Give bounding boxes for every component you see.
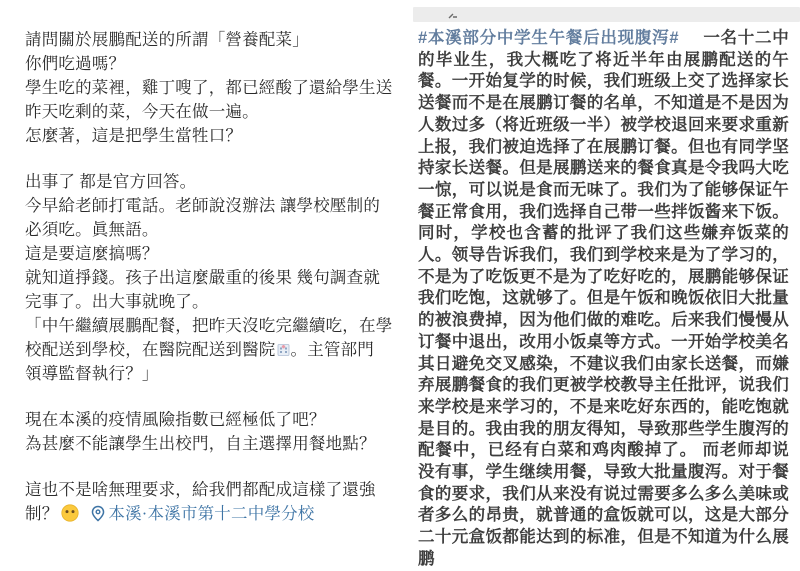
text-line: 昨天吃剩的菜，今天在做一遍。 [25,102,259,121]
text-line: 學生吃的菜裡，雞丁嗖了，都已經酸了還給學生送 [25,78,393,97]
left-paragraph-1 [25,28,403,148]
text-segment: 校配送到學校，在醫院配送到醫院 [25,340,276,359]
right-post-panel [418,28,789,571]
text-segment: 。主管部門 [290,340,374,359]
speechless-emoji-icon [61,504,79,529]
text-line-with-hospital-emoji [25,338,403,362]
text-line: 這是要這麼搞嗎？ [25,244,159,263]
text-line-with-location [25,502,403,526]
text-line: 領導監督執行？」 [25,364,159,383]
text-line: 「中午繼續展鵬配餐，把昨天沒吃完繼續吃，在學 [25,316,393,335]
text-line: 出事了 都是官方回答。 [25,172,197,191]
location-label: 本溪·本溪市第十二中學分校 [108,504,315,523]
cropped-content-mark-icon [447,8,463,26]
hashtag-link[interactable]: #本溪部分中学生午餐后出现腹泻# [418,29,679,47]
text-line: 就知道掙錢。孩子出這麼嚴重的後果 幾句調查就 [25,268,381,287]
location-pin-icon [91,505,105,529]
right-post-body: 一名十二中的毕业生，我大概吃了将近半年由展鹏配送的午餐。一开始复学的时候，我们班级上交了选择家长送餐而不是在展鹏订餐的名单，不知道是不是因为人数过多（将近班级一半）被学校退回来要求重新上报，我们被迫选择了在展鹏订餐。但也有同学坚持家长送餐。但是展鹏送来的餐食真是令我吗大吃一惊，可以说是食而无味了。我们为了能够保证午餐正常食用，我们选择自己带一些拌饭酱来下饭。同时，学校也含蓄的批评了我们这些嫌弃饭菜的人。领导告诉我们，我们到学校来是为了学习的，不是为了吃饭更不是为了吃好吃的，展鹏能够保证我们吃饱，这就够了。但是午饭和晚饭依旧大批量的被浪费掉，因为他们做的难吃。后来我们慢慢从订餐中退出，改用小饭桌等方式。一开始学校美名其日避免交叉感染，不建议我们由家长送餐，而嫌弃展鹏餐食的我们更被学校教导主任批评，说我们来学校是来学习的，不是来吃好东西的，能吃饱就是目的。我由我的朋友得知，导致那些学生腹泻的配餐中，已经有白菜和鸡肉酸掉了。 而老师却说没有事，学生继续用餐，导致大批量腹泻。对于餐食的要求，我们从来没有说过需要多么多么美味或者多么的昂贵，就普通的盒饭就可以，这是大部分二十元盒饭都能达到的标准，但是不知道为什么展鹏 [418,29,789,568]
left-post-panel [25,28,403,526]
cropped-screenshot-top-edge [413,7,800,22]
text-line: 為甚麼不能讓學生出校門，自主選擇用餐地點？ [25,434,376,453]
left-paragraph-4 [25,478,403,526]
text-segment: 制？ [25,504,59,523]
text-line: 這也不是啥無理要求，給我們都配成這樣了還強 [25,480,376,499]
text-line: 今早給老師打電話。老師說沒辦法 讓學校壓制的 [25,196,381,215]
text-line: 完事了。出大事就晚了。 [25,292,209,311]
location-link[interactable] [91,504,314,523]
left-paragraph-3 [25,408,403,456]
hospital-emoji-icon [276,340,291,364]
text-line: 怎麼著，這是把學生當牲口？ [25,126,243,145]
left-paragraph-2 [25,170,403,386]
text-line: 請問關於展鵬配送的所謂「營養配菜」 [25,30,309,49]
text-line: 必須吃。眞無語。 [25,220,159,239]
right-post-paragraph [418,28,789,571]
text-line: 你們吃過嗎？ [25,54,126,73]
text-line: 現在本溪的疫情風險指數已經極低了吧？ [25,410,326,429]
